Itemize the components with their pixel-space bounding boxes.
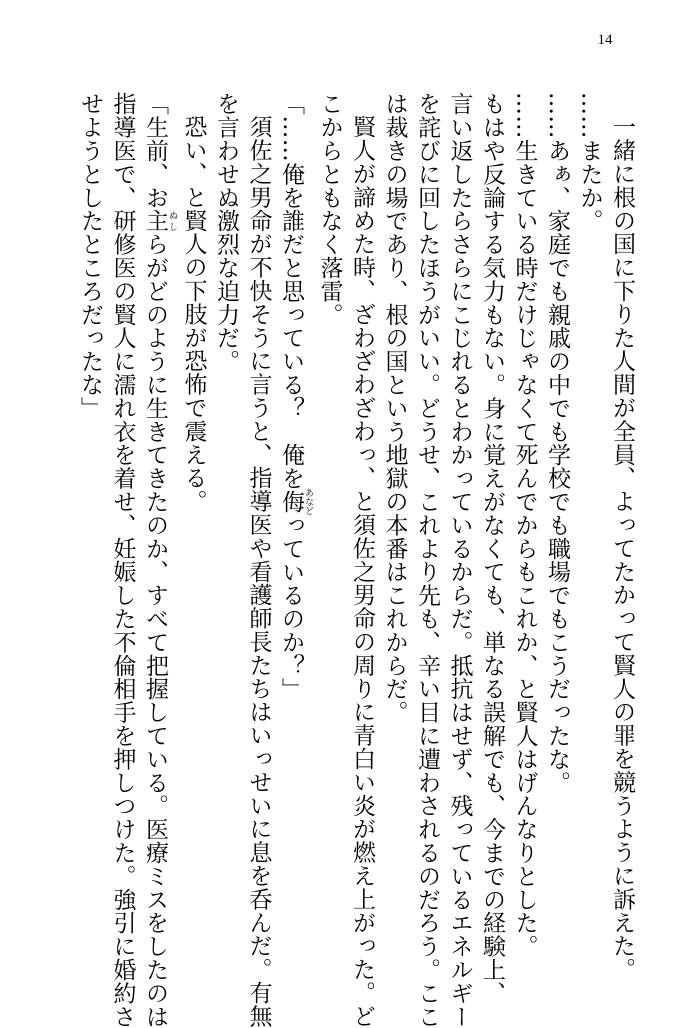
- text-line: 須佐之男命が不快そうに言うと、指導医や看護師長たちはいっせいに息を呑んだ。有無: [245, 115, 272, 1028]
- body-text: [18, 92, 638, 1028]
- text-line: 賢人が諦めた時、ざわざわざわっ、と須佐之男命の周りに青白い炎が燃え上がった。ど: [349, 115, 375, 1028]
- text-line: 指導医で、研修医の賢人に濡れ衣を着せ、妊娠した不倫相手を押しつけた。強引に婚約さ: [109, 92, 136, 1028]
- ruby-annotation: 侮 あなど: [278, 488, 313, 516]
- text-line: もはや反論する気力もない。身に覚えがなくても、単なる誤解でも、今までの経験上、: [479, 92, 505, 1005]
- page-number: 14: [597, 32, 613, 48]
- text-line: 言い返したらさらにこじれるとわかっているからだ。抵抗はせず、残っているエネルギー: [446, 92, 473, 1028]
- text-line: を言わせぬ激烈な迫力だ。: [213, 92, 239, 373]
- text-line: ……あぁ、家庭でも親戚の中でも学校でも職場でもこうだったな。: [544, 92, 570, 794]
- text-line: ……またか。: [576, 92, 603, 233]
- text-line: 一緒に根の国に下りた人間が全員、よってたかって賢人の罪を競うように訴えた。: [609, 115, 635, 981]
- text-line: を詫びに回したほうがいい。どうせ、これより先も、辛い目に遭わされるのだろう。ここ: [414, 92, 440, 1028]
- text-line: は裁きの場であり、根の国という地獄の本番はこれからだ。: [381, 92, 408, 724]
- text-line: こからともなく落雷。: [316, 92, 343, 326]
- text-line: 恐い、と賢人の下肢が恐怖で震える。: [180, 115, 207, 513]
- ruby-annotation: 主 ぬし: [142, 209, 177, 233]
- text-line: 「……俺を誰だと思っている？ 俺を侮 あなどっているのか？」: [278, 92, 313, 701]
- text-line: ……生きている時だけじゃなくて死んでからもこれか、と賢人はげんなりとした。: [511, 92, 538, 958]
- text-line: 「生前、お主 ぬしらがどのように生きてきたのか、すべて把握している。医療ミスをしたのは: [142, 92, 177, 1028]
- text-line: せようとしたところだったな」: [77, 92, 103, 420]
